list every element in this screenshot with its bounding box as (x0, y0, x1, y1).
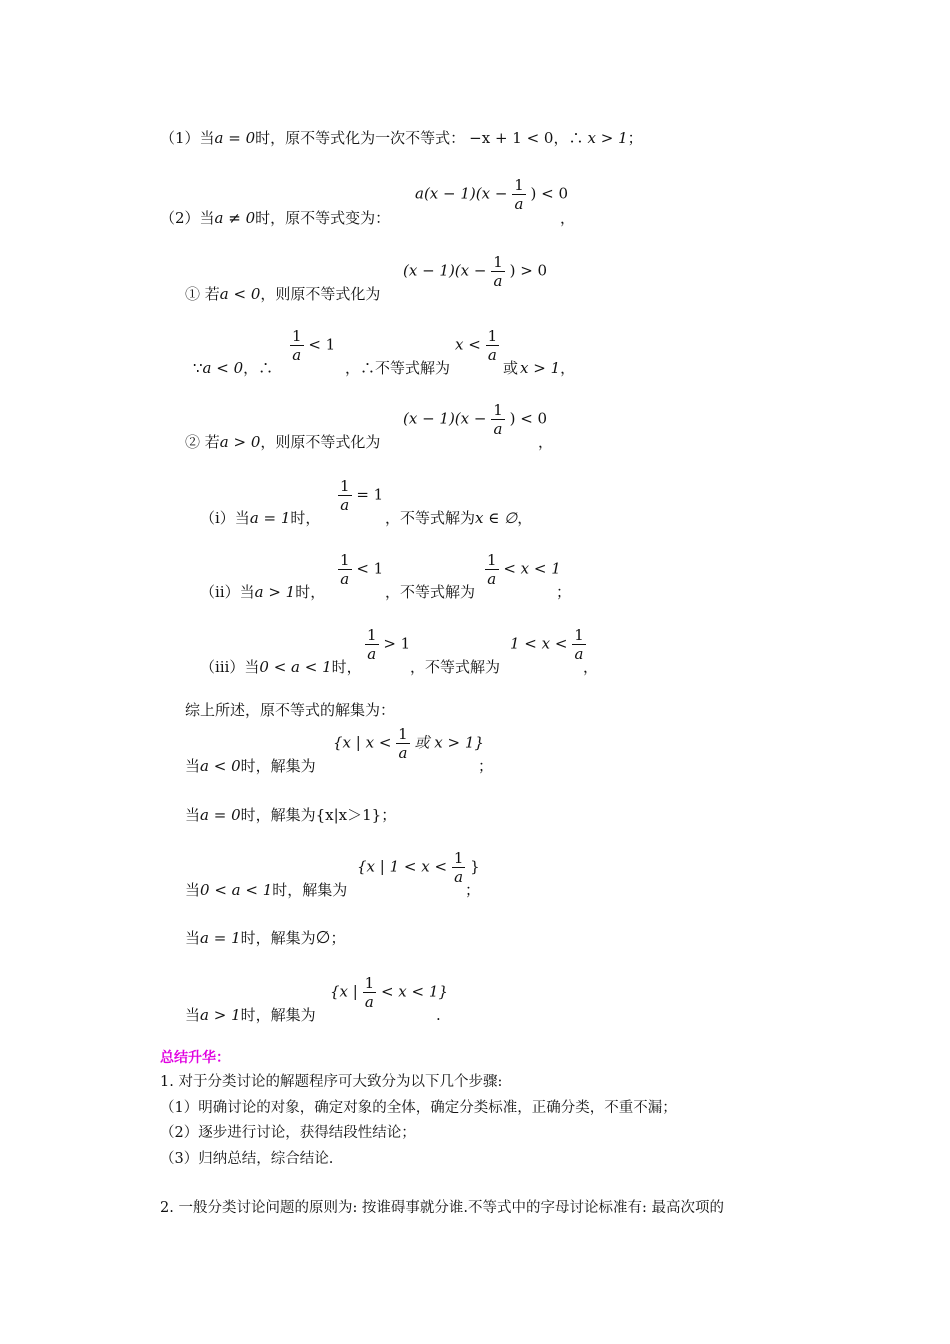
conclusion-set-1 (333, 725, 484, 762)
row-prefix: 当 (185, 1006, 201, 1024)
case2-end: ， (560, 209, 576, 227)
fraction-denominator: a (572, 644, 586, 663)
sub2-text: ，则原不等式化为 (260, 433, 381, 451)
sub2-i-text2: ，不等式解为 (385, 509, 476, 527)
case2-text: 时，原不等式变为： (255, 209, 391, 227)
row-text: 时，解集为 (272, 881, 348, 899)
fraction (290, 327, 304, 364)
sub1-line (185, 284, 380, 304)
fraction (485, 551, 499, 588)
equation-part: {x | (330, 982, 358, 1001)
equation-part: = 1 (356, 485, 384, 504)
case1-end: ； (627, 129, 643, 147)
case1-inequality: −x + 1 < 0 (469, 129, 554, 147)
fraction-numerator: 1 (453, 849, 464, 867)
sub2-end: ， (538, 433, 554, 451)
fraction-numerator: 1 (487, 327, 498, 345)
equation-part: (x − 1)(x − (403, 261, 487, 280)
conclusion-row-3-end: ； (465, 881, 481, 899)
sub2-iii-solution (510, 626, 586, 663)
row-prefix: 当 (185, 881, 201, 899)
because-symbol: ∵ (193, 359, 203, 377)
sub2-i-solution-line (385, 508, 532, 528)
equation-part: < x < 1 (503, 559, 561, 578)
equation-part: 或 x > 1} (414, 733, 484, 752)
sub2-iii-text2: ，不等式解为 (410, 658, 501, 676)
row-prefix: 当 (185, 806, 201, 824)
reason-condition: a < 0 (202, 359, 244, 377)
sub2-ii-fraction (338, 551, 383, 588)
case1-result: x > 1 (587, 129, 628, 147)
fraction (365, 626, 379, 663)
conclusion-intro: 综上所述，原不等式的解集为： (185, 701, 396, 719)
case1-text: 时，原不等式化为一次不等式： (255, 129, 466, 147)
row-text: 时，解集为 (240, 1006, 316, 1024)
conclusion-set-5 (330, 974, 448, 1011)
fraction-numerator: 1 (398, 725, 408, 743)
conclusion-row-4 (185, 928, 345, 948)
fraction (338, 477, 352, 514)
sub2-line (185, 432, 380, 452)
row-condition: a < 0 (200, 757, 241, 775)
row-condition: a > 1 (200, 1006, 241, 1024)
or-word: 或 (503, 359, 519, 377)
equation-part: {x | x < (333, 733, 392, 752)
fraction-numerator: 1 (364, 974, 375, 992)
conclusion-row-5 (185, 1005, 316, 1025)
fraction-denominator: a (512, 194, 526, 213)
fraction-denominator: a (363, 992, 377, 1011)
summary-title: 总结升华： (160, 1050, 230, 1066)
sub2-ii-text2: ，不等式解为 (385, 583, 476, 601)
fraction-denominator: a (338, 495, 352, 514)
sub2-ii-solution (485, 551, 561, 588)
sub2-i-line (200, 508, 320, 528)
fraction-numerator: 1 (487, 551, 497, 569)
conclusion-row-1-end: ； (478, 757, 494, 775)
sub1-condition: a < 0 (219, 285, 261, 303)
fraction-denominator: a (486, 345, 500, 364)
row-text: 时，解集为 (240, 929, 316, 947)
fraction-denominator: a (365, 644, 379, 663)
sub1-text: ，则原不等式化为 (260, 285, 381, 303)
conclusion-row-5-end: . (436, 1006, 441, 1024)
fraction (486, 327, 500, 364)
equation-part: a(x − 1)(x − (415, 184, 508, 203)
sub2-i-solution: x ∈ ∅ (475, 509, 518, 527)
case1-sep: ， (553, 129, 569, 147)
therefore-symbol: ∴ (568, 129, 584, 147)
equation-part: 1 < x < (510, 634, 568, 653)
reason-sep: ，∴ (243, 359, 274, 377)
fraction-numerator: 1 (340, 551, 350, 569)
equation-part: ) < 0 (509, 409, 548, 428)
equation-part: ) < 0 (530, 184, 569, 203)
equation-part: (x − 1)(x − (403, 409, 487, 428)
row-prefix: 当 (185, 757, 201, 775)
conclusion-set-3 (357, 849, 480, 886)
fraction-denominator: a (491, 419, 505, 438)
equation-part: {x | 1 < x < (357, 857, 448, 876)
fraction-denominator: a (452, 867, 466, 886)
sub1-equation (403, 253, 547, 290)
sub2-ii-condition: a > 1 (254, 583, 296, 601)
fraction-numerator: 1 (493, 401, 503, 419)
reason-end: ， (560, 359, 576, 377)
sub2-ii-text: 时， (295, 583, 326, 601)
sub2-iii-line (200, 657, 362, 677)
sub2-i-prefix: （ⅰ）当 (200, 509, 250, 527)
equation-part: > 1 (383, 634, 411, 653)
fraction (452, 849, 466, 886)
reason-solution (455, 327, 499, 364)
sub2-ii-line (200, 582, 325, 602)
summary-step-2: （2）逐步进行讨论，获得结段性结论； (160, 1125, 416, 1141)
summary-point-2: 2. 一般分类讨论问题的原则为: 按谁碍事就分谁.不等式中的字母讨论标准有: 最高次项的 (160, 1200, 725, 1216)
row-text: 时，解集为 (240, 757, 316, 775)
equation-part: < 1 (356, 559, 384, 578)
sub2-i-fraction (338, 477, 383, 514)
equation-part: x < (455, 335, 481, 354)
empty-set-symbol: ∅ (315, 928, 331, 948)
fraction-denominator: a (338, 569, 352, 588)
row-prefix: 当 (185, 929, 201, 947)
fraction-numerator: 1 (340, 477, 350, 495)
fraction-numerator: 1 (493, 253, 503, 271)
fraction-denominator: a (491, 271, 505, 290)
fraction (491, 401, 505, 438)
equation-part: } (470, 857, 480, 876)
sub2-i-end: ， (517, 509, 533, 527)
fraction (512, 176, 526, 213)
fraction-denominator: a (396, 743, 410, 762)
reason-solution-right: x > 1 (520, 359, 561, 377)
sub2-condition: a > 0 (219, 433, 261, 451)
sub1-reason-line (193, 358, 273, 378)
fraction (396, 725, 410, 762)
row-text: 时，解集为{x|x＞1}； (240, 806, 397, 824)
summary-point-1: 1. 对于分类讨论的解题程序可大致分为以下几个步骤: (160, 1074, 503, 1090)
sub2-ii-prefix: （ⅱ）当 (200, 583, 255, 601)
summary-step-3: （3）归纳总结，综合结论. (160, 1151, 334, 1167)
equation-part: < 1 (308, 335, 336, 354)
sub2-prefix: ② 若 (185, 433, 220, 451)
summary-step-1: （1）明确讨论的对象，确定对象的全体，确定分类标准，正确分类，不重不漏； (160, 1100, 677, 1116)
sub2-equation (403, 401, 547, 438)
case2-equation (415, 176, 568, 213)
sub2-iii-end: ， (583, 658, 599, 676)
case1-line (160, 128, 643, 148)
sub2-ii-end: ； (556, 583, 572, 601)
sub2-iii-fraction (365, 626, 410, 663)
conclusion-row-2 (185, 805, 396, 825)
row-condition: 0 < a < 1 (200, 881, 273, 899)
reason-or-line (503, 358, 575, 378)
fraction-numerator: 1 (367, 626, 377, 644)
case2-line (160, 208, 390, 228)
sub2-i-condition: a = 1 (249, 509, 291, 527)
case1-condition: a = 0 (214, 129, 256, 147)
sub2-i-text: 时， (290, 509, 321, 527)
fraction (338, 551, 352, 588)
reason-text: ，∴不等式解为 (345, 359, 451, 377)
fraction-numerator: 1 (574, 626, 584, 644)
fraction-denominator: a (485, 569, 499, 588)
row-condition: a = 0 (200, 806, 241, 824)
fraction (363, 974, 377, 1011)
fraction-numerator: 1 (292, 327, 302, 345)
row-condition: a = 1 (200, 929, 241, 947)
reason-fraction (290, 327, 335, 364)
sub2-iii-text: 时， (331, 658, 362, 676)
equation-part: ) > 0 (509, 261, 548, 280)
case1-prefix: （1）当 (160, 129, 215, 147)
case2-prefix: （2）当 (160, 209, 215, 227)
case2-condition: a ≠ 0 (214, 209, 256, 227)
fraction-numerator: 1 (514, 176, 524, 194)
fraction (491, 253, 505, 290)
fraction-denominator: a (290, 345, 304, 364)
equation-part: < x < 1} (380, 982, 448, 1001)
row-end: ； (330, 929, 346, 947)
sub2-iii-prefix: （ⅲ）当 (200, 658, 260, 676)
conclusion-row-3 (185, 880, 347, 900)
sub2-iii-condition: 0 < a < 1 (259, 658, 332, 676)
conclusion-row-1 (185, 756, 316, 776)
sub1-prefix: ① 若 (185, 285, 220, 303)
